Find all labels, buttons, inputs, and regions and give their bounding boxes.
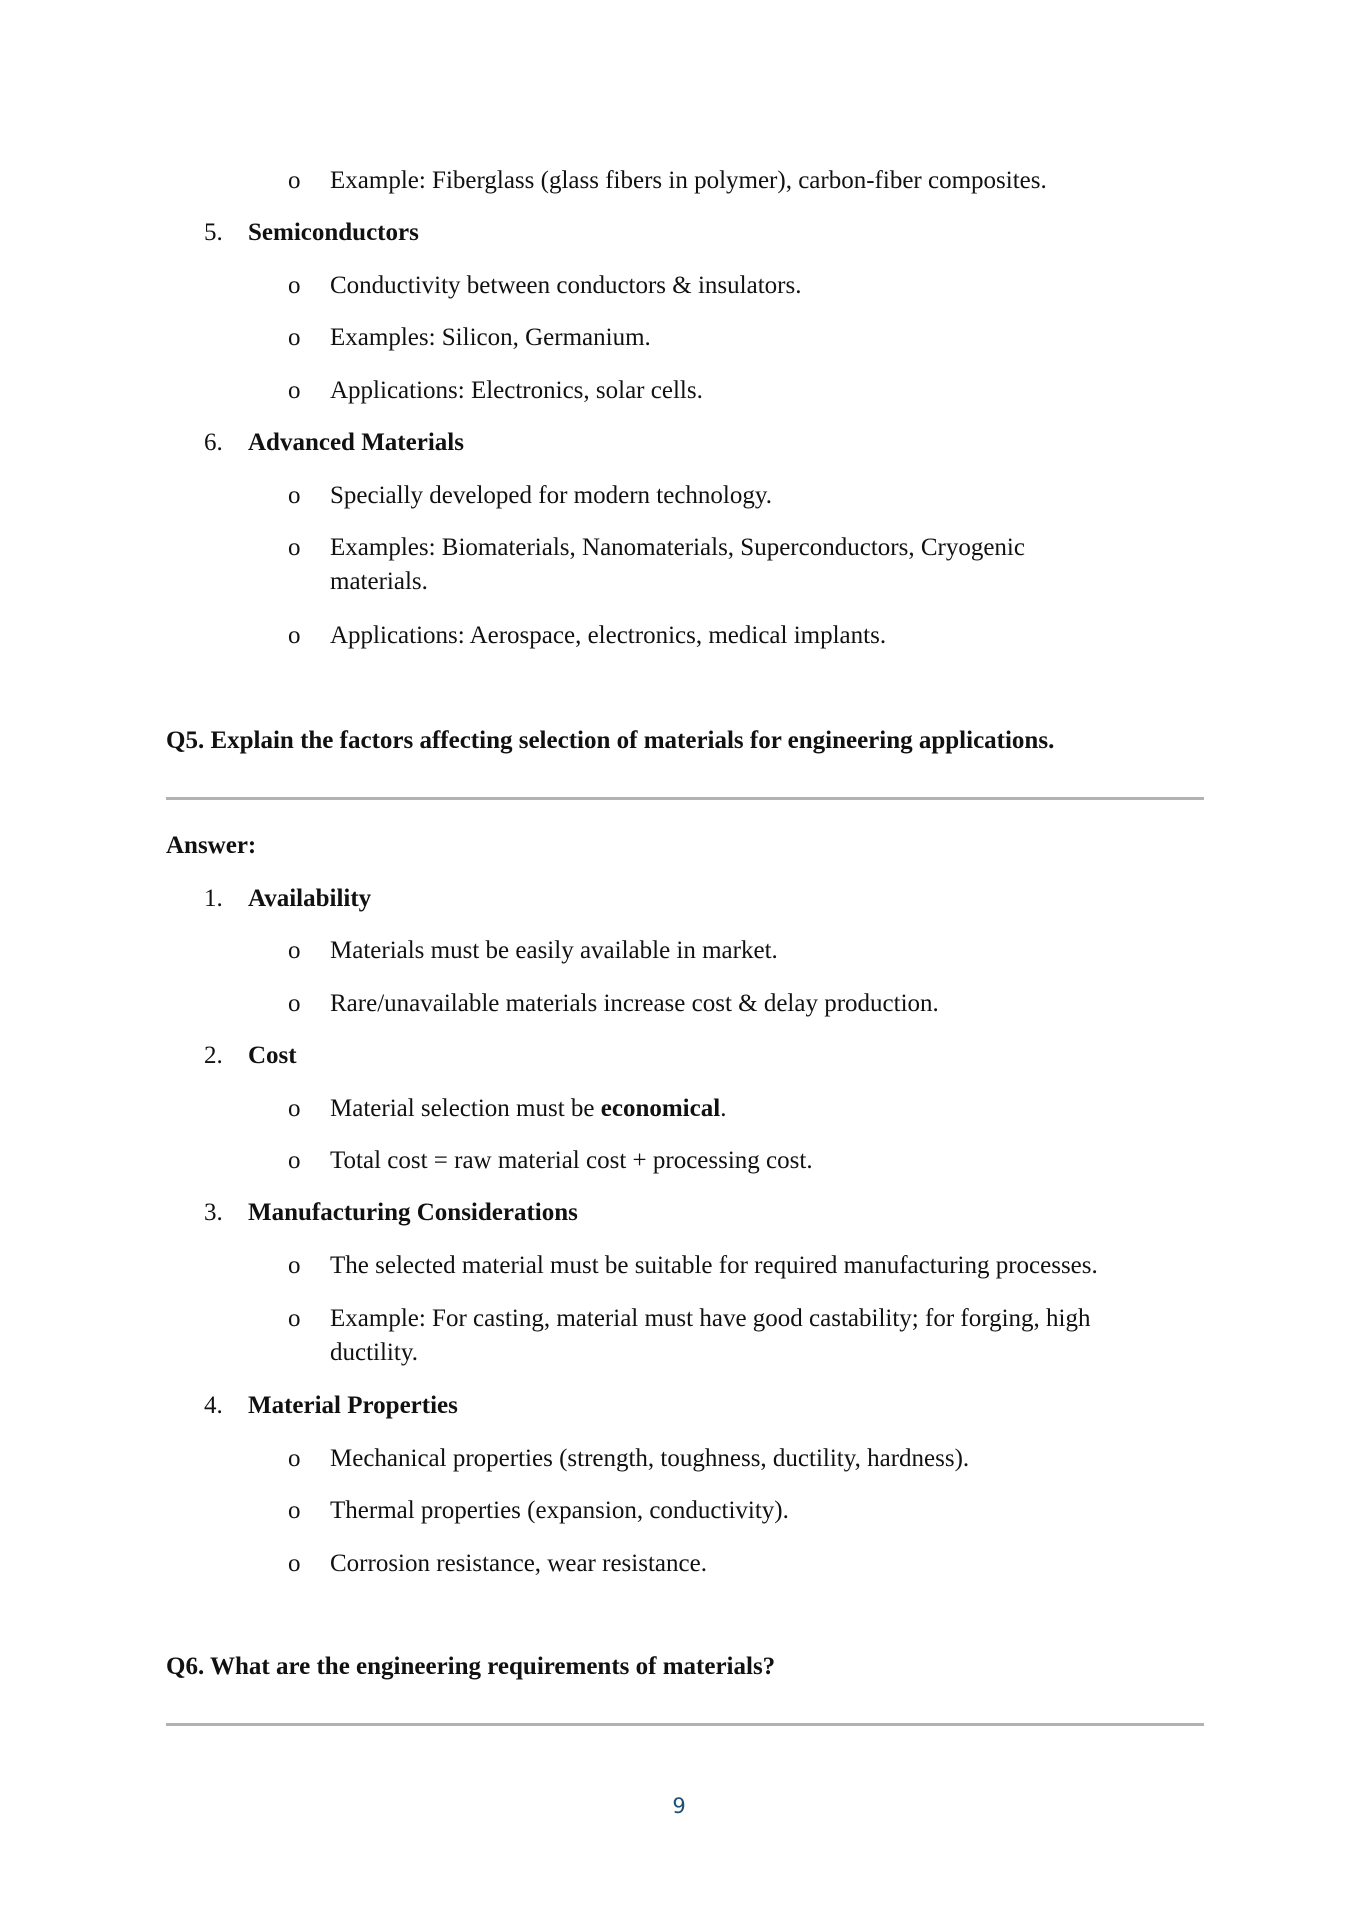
list-item: Mechanical properties (strength, toughness, ductility, hardness). (330, 1445, 970, 1472)
list-item: The selected material must be suitable for required manufacturing processes. (330, 1252, 1098, 1279)
list-item: Applications: Aerospace, electronics, medical implants. (330, 622, 887, 649)
list-item-continuation: materials. (330, 568, 428, 595)
list-item: Conductivity between conductors & insulators. (330, 272, 802, 299)
bullet-marker: o (288, 990, 301, 1017)
list-item: Example: Fiberglass (glass fibers in polymer), carbon-fiber composites. (330, 167, 1047, 194)
bullet-marker: o (288, 167, 301, 194)
bullet-marker: o (288, 1497, 301, 1524)
list-item: Specially developed for modern technology. (330, 482, 772, 509)
horizontal-rule (166, 1723, 1204, 1726)
bullet-marker: o (288, 377, 301, 404)
bullet-marker: o (288, 1445, 301, 1472)
list-item: Examples: Biomaterials, Nanomaterials, Superconductors, Cryogenic (330, 534, 1025, 561)
list-item: Examples: Silicon, Germanium. (330, 324, 651, 351)
list-item: Materials must be easily available in market. (330, 937, 778, 964)
section-title: Advanced Materials (248, 429, 464, 456)
list-item: Example: For casting, material must have good castability; for forging, high (330, 1305, 1091, 1332)
page-number: 9 (672, 1794, 686, 1818)
section-title: Availability (248, 885, 372, 912)
list-item: Thermal properties (expansion, conductivity). (330, 1497, 789, 1524)
section-title: Semiconductors (248, 219, 419, 246)
list-item-continuation: ductility. (330, 1339, 418, 1366)
list-number: 1. (204, 885, 223, 912)
list-number: 6. (204, 429, 223, 456)
list-number: 2. (204, 1042, 223, 1069)
list-item: Rare/unavailable materials increase cost & delay production. (330, 990, 939, 1017)
list-item-text: . (720, 1095, 727, 1122)
section-title: Manufacturing Considerations (248, 1199, 578, 1226)
bullet-marker: o (288, 1095, 301, 1122)
list-item: Applications: Electronics, solar cells. (330, 377, 703, 404)
list-item (330, 1094, 726, 1124)
horizontal-rule (166, 797, 1204, 800)
question-heading: Q5. Explain the factors affecting selection of materials for engineering applications. (166, 727, 1055, 754)
list-item: Total cost = raw material cost + processing cost. (330, 1147, 813, 1174)
list-number: 5. (204, 219, 223, 246)
bullet-marker: o (288, 937, 301, 964)
bullet-marker: o (288, 1252, 301, 1279)
bullet-marker: o (288, 1550, 301, 1577)
bullet-marker: o (288, 1305, 301, 1332)
section-title: Cost (248, 1042, 297, 1069)
list-number: 3. (204, 1199, 223, 1226)
list-item-text: Material selection must be (330, 1095, 601, 1122)
emphasis-text: economical (600, 1095, 721, 1122)
list-item: Corrosion resistance, wear resistance. (330, 1550, 707, 1577)
question-heading: Q6. What are the engineering requirements of materials? (166, 1653, 776, 1680)
answer-label: Answer: (166, 832, 257, 859)
bullet-marker: o (288, 622, 301, 649)
bullet-marker: o (288, 534, 301, 561)
section-title: Material Properties (248, 1392, 458, 1419)
bullet-marker: o (288, 324, 301, 351)
list-number: 4. (204, 1392, 223, 1419)
bullet-marker: o (288, 482, 301, 509)
bullet-marker: o (288, 272, 301, 299)
bullet-marker: o (288, 1147, 301, 1174)
